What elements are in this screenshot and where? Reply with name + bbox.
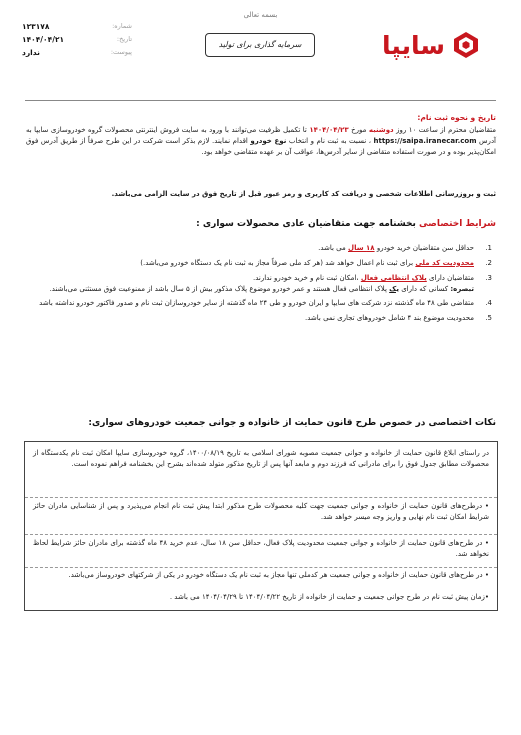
sales-site-url[interactable]: https://saipa.iranecar.com [373,136,477,145]
list-item: 5. محدودیت موضوع بند ۴ شامل خودروهای تجاری نمی باشد. [305,314,492,323]
registration-note: ثبت و بروزرسانی اطلاعات شخصی و دریافت کد کاربری و رمز عبور قبل از تاریخ فوق در سایت الزامی می‌باشد. [111,190,496,198]
basmala: بسمه تعالی [243,11,278,19]
logo-text: سایپا [382,30,445,60]
notes-heading: نکات اختصاصی در خصوص طرح قانون حمایت از خانواده و جوانی جمعیت خودروهای سواری: [88,418,496,428]
list-item: 1. حداقل سن متقاضیان خرید خودرو ۱۸ سال می باشد. [318,244,492,252]
letter-meta [22,20,132,59]
meta-number: شماره: ۱۲۳۱۷۸ [22,21,132,31]
divider [25,567,497,568]
saipa-emblem-icon [451,30,481,60]
list-item: •زمان پیش ثبت نام در طرح جوانی جمعیت و حمایت از خانواده از تاریخ ۱۴۰۴/۰۴/۲۲ تا ۱۴۰۴/۰۴/۲۹ می باشد . [169,593,489,601]
list-item: 2. محدودیت کد ملی برای ثبت نام اعمال خواهد شد (هر کد ملی صرفاً مجاز به ثبت نام یک دستگاه خودرو می‌باشد.) [140,258,492,267]
conditions-heading: شرایط اختصاصی بخشنامه جهت متقاضیان عادی محصولات سواری : [196,219,496,229]
list-item: 4. متقاضی طی ۴۸ ماه گذشته نزد شرکت های سایپا و ایران خودرو و طی ۲۴ ماه گذشته از سایر خودروسازان ثبت نام و صدور فاکتور خودرو نداشته باشد [39,299,492,308]
notes-box [24,441,498,611]
conditions-list [26,243,496,328]
tabsareh-note: تبصره: کسانی که دارای یک پلاک انتظامی فعال هستند و عمر خودرو موضوع پلاک مذکور بیش از ۵ سال باشد از ممنوعیت فوق مستثنی می‌باشند. [49,284,474,293]
divider [25,497,497,498]
divider [25,534,497,535]
registration-title: تاریخ و نحوه ثبت نام: [417,113,496,122]
list-item: • درطرح‌های قانون حمایت از خانواده و جوانی جمعیت جهت کلیه محصولات طرح مذکور ابتدا پیش ثبت نام انجام می‌پذیرد و پس از شناسایی مادران حائز شرایط امکان ثبت نام نهایی و واریز وجه میسر خواهد شد. [33,502,489,522]
list-item: • در طرح‌های قانون حمایت از خانواده و جوانی جمعیت محدودیت پلاک فعال، حداقل سن ۱۸ سال، عدم خرید ۴۸ ماه گذشته برای مادران حائز شرایط لحاظ نخواهد شد. [33,539,489,559]
registration-paragraph: متقاضیان محترم از ساعت ۱۰ روز دوشنبه مورخ ۱۴۰۴/۰۴/۲۳ تا تکمیل ظرفیت می‌توانند با ورود به سایت فروش اینترنتی محصولات گروه خودروسازی سایپا به آدرس https://saipa.iranecar.com ، نسبت به ثبت نام و انتخاب نوع خودرو اقدام نمایند. لازم بذکر است شرکت در این طرح صرفاً از طریق آدرس فوق امکان‌پذیر بوده و در صورت استفاده متقاضی از سایر آدرس‌ها، عواقب آن بر عهده متقاضی خواهد بود. [26,126,497,156]
list-item: • در طرح‌های قانون حمایت از خانواده و جوانی جمعیت هر کدملی تنها مجاز به ثبت نام یک دستگاه خودرو در یکی از شرکتهای خودروساز می‌باشد. [68,571,489,579]
header-divider [25,100,496,101]
saipa-logo [382,30,481,60]
meta-date: تاریخ: ۱۴۰۴/۰۴/۲۱ [22,34,132,44]
list-item: در راستای ابلاغ قانون حمایت از خانواده و جوانی جمعیت مصوبه شورای اسلامی به تاریخ ۱۴۰۰/۰۸/۱۹، گروه خودروسازی سایپا امکان ثبت نام یکدستگاه از محصولات مطابق جدول فوق را برای مادرانی که فرزند دوم و مابعد آنها پس از تاریخ مذکور متولد شده‌اند بشرح این بخشنامه فراهم نموده است. [33,449,489,469]
list-item: 3. متقاضیان دارای پلاک انتظامی فعال ،امکان ثبت نام و خرید خودرو ندارند. تبصره: کسانی که دارای یک پلاک انتظامی فعال هستند و عمر خودرو موضوع پلاک مذکور بیش از ۵ سال باشد از ممنوعیت فوق مستثنی می‌باشند. [26,273,496,295]
meta-attachment: پیوست: ندارد [22,47,132,57]
slogan-calligraphy: سرمایه گذاری برای تولید [205,33,315,57]
